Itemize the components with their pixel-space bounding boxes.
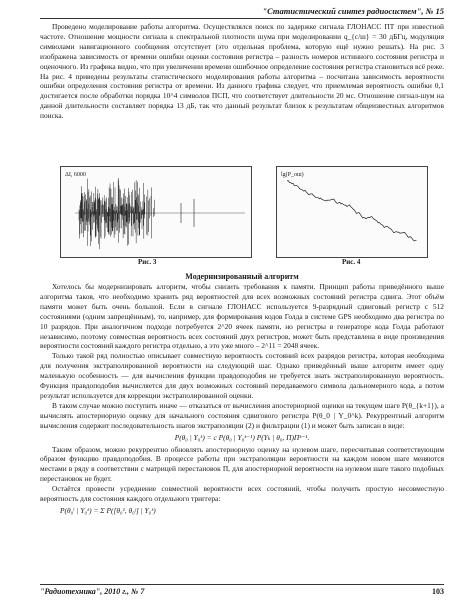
paragraph: Только такой ряд полностью описывает совместную вероятность состояний всех разрядов регистра, которая необходима для получения экстраполированной вероятности на следующий шаг. Однако приведённый выше алгоритм имеет одну маленькую особенность — для вычисления функции правдоподобия не требуется знать экстраполированную вероятность. Функция правдоподобия вычисляется для двух возможных состояний передаваемого символа дальномерного кода, а потом результат используется для коррекции экстраполированной оценки. bbox=[40, 351, 444, 400]
figure-4-caption: Рис. 4 bbox=[342, 258, 361, 266]
paragraph: В таком случае можно поступить иначе — отказаться от вычисления апостериорной оценки на текущем шаге P(θ_{k+1}), а вычислять апостериорную оценку для начального состояния сдвигового регистра P(θ_0 | Y_0^k). Рекуррентный алгоритм вычисления содержит последовательность шагов экстраполяции (2) и фильтрации (1) и может быть записан в виде: bbox=[40, 400, 444, 430]
formula: P(θ₀ⁱ | Y₀ᵏ) = Σ P([θ₀¹, θ₀ʲ] | Y₀ᵏ) bbox=[60, 505, 156, 515]
figure-3-plot bbox=[61, 167, 251, 257]
paragraph: Остаётся провести усреднение совместной вероятности всех состояний, чтобы получить простую несовместную вероятность для состояния каждого отдельного триггера: bbox=[40, 484, 444, 504]
main-text bbox=[40, 282, 444, 516]
paragraph: Таким образом, можно рекуррентно обновлять апостериорную оценку на нулевом шаге, пересчитывая соответствующим образом функцию правдоподобия. В процессе работы при экстраполяции вероятности на каждом новом шаге меняются местами в ряду в соответствии с матрицей перестановок Π, для апостериорной вероятности на нулевом шаге такого подобных перестановок не будет. bbox=[40, 444, 444, 484]
figure-4 bbox=[276, 166, 428, 258]
running-header: "Статистический синтез радиосистем", № 15 bbox=[262, 6, 444, 16]
fig3-ylabel: ΔI, 6000 bbox=[65, 172, 86, 178]
footer-journal: "Радиотехника", 2010 г., № 7 bbox=[40, 587, 145, 596]
figure-3-caption: Рис. 3 bbox=[138, 258, 157, 266]
header-rule bbox=[40, 18, 444, 19]
formula: P(θ₀ | Y₀ᵏ) = c P(θ₀ | Y₀ᵏ⁻¹) P(Yₖ | θ₀, Π)Πᵏ⁻¹. bbox=[174, 432, 310, 442]
paragraph: Хотелось бы модернизировать алгоритм, чтобы снизить требования к памяти. Принцип работы приведённого выше алгоритма таков, что необходимо хранить ряд вероятностей для всех возможных состояний регистра сдвига. Этот объём памяти может быть очень большой. Если в сигнале ГЛОНАСС используется 9-разрядный сдвиговый регистр с 512 состояниями (одним запрещённым), то, например, для формирования кодов Голда в системе GPS необходимо два регистра по 10 разрядов. При аналогичном подходе потребуется 2^20 ячеек памяти, но регистры в генераторе кода Голда работают независимо, поэтому совместная вероятность всех состояний двух регистров, может быть представлена в виде произведения вероятности состояний каждого регистра отдельно, а это уже много – 2^11 = 2048 ячеек. bbox=[40, 282, 444, 351]
paragraph: Проведено моделирование работы алгоритма. Осуществлялся поиск по задержке сигнала ГЛОНАСС ПТ при известной частоте. Отношение мощности сигнала к спектральной плотности шума при моделировании q_{c/ш} = 30 дБГц, модуляция символами навигационного сообщения отсутствует (это отдельная проблема, которую ещё нужно решать). На рис. 3 изображена зависимость от времени ошибки оценки состояния регистра – разность номеров истинного состояния регистра и оценочного. Из графика видно, что при увеличении времени ошибочное определение состояния регистра становиться всё реже. На рис. 4 приведены результаты статистического моделирования работы алгоритма – посчитана зависимость вероятности ошибки определения состояния регистра от времени. Из данного графика следует, что приемлемая вероятность ошибки 0,1 достигается после обработки порядка 10^4 символов ПСП, что соответствует длительности 20 мс. Отношение сигнал-шум на данной длительности составляет порядка 13 дБ, так что данный результат близок к результатам общеизвестных алгоритмов поиска. bbox=[40, 22, 444, 121]
figure-4-plot bbox=[277, 167, 427, 257]
page-number: 103 bbox=[432, 587, 444, 596]
fig4-ylabel: lg(P_ош) bbox=[281, 172, 304, 178]
footer-rule bbox=[40, 584, 444, 585]
fig4-series bbox=[287, 181, 417, 241]
intro-text bbox=[40, 22, 444, 121]
figure-3 bbox=[60, 166, 252, 258]
section-title: Модернизированный алгоритм bbox=[185, 272, 299, 281]
